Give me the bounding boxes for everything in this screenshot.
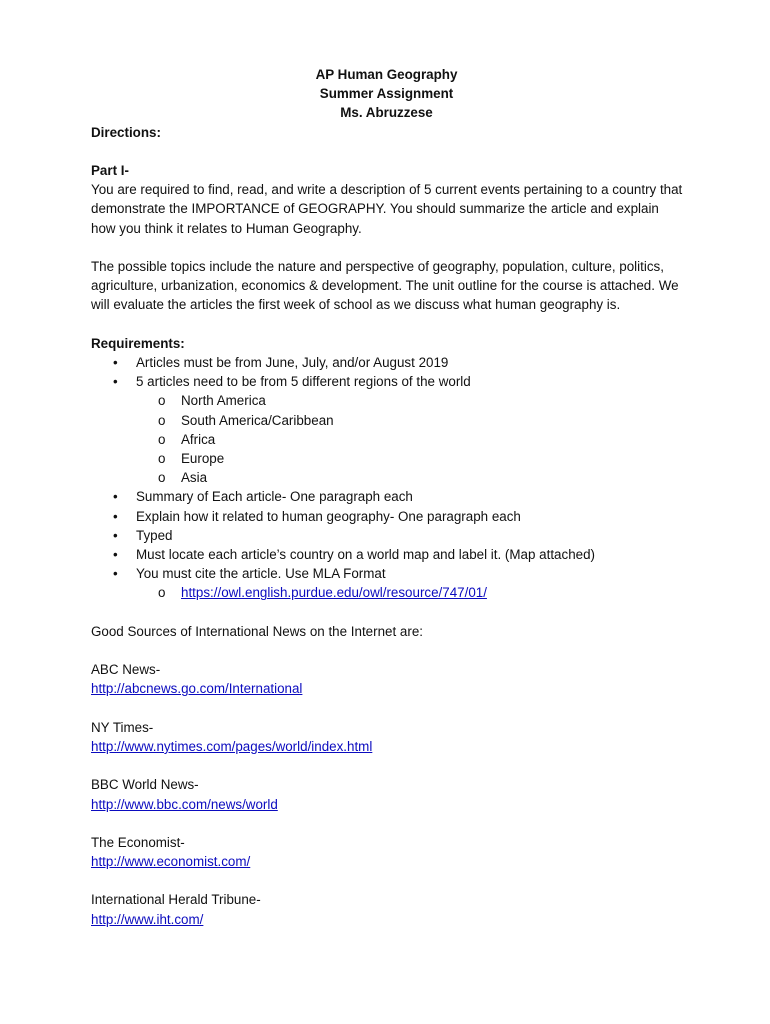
source-name: BBC World News- xyxy=(91,777,199,793)
source-entry-abc xyxy=(91,660,686,698)
directions-label: Directions: xyxy=(91,124,161,140)
requirement-item-text: 5 articles need to be from 5 different regions of the world xyxy=(136,374,471,390)
region-item: o Africa xyxy=(136,430,686,449)
regions-list xyxy=(136,391,686,487)
source-name: NY Times- xyxy=(91,719,154,735)
source-link[interactable]: http://www.bbc.com/news/world xyxy=(91,796,278,812)
source-entry-bbc xyxy=(91,775,686,813)
source-name: ABC News- xyxy=(91,662,161,678)
document-content xyxy=(91,65,686,929)
sources-intro: Good Sources of International News on the Internet are: xyxy=(91,623,423,639)
requirement-item: • Summary of Each article- One paragraph each xyxy=(91,487,686,506)
requirements-label: Requirements: xyxy=(91,335,185,351)
source-link[interactable]: http://abcnews.go.com/International xyxy=(91,681,303,697)
source-link[interactable]: http://www.economist.com/ xyxy=(91,854,251,870)
region-item: o Europe xyxy=(136,449,686,468)
mla-sublist xyxy=(136,583,686,602)
requirement-item-text: You must cite the article. Use MLA Format xyxy=(136,566,386,582)
part1-paragraph-1: You are required to find, read, and write a description of 5 current events pertaining to a country that demonstrate the IMPORTANCE of GEOGRAPHY. You should summarize the article and explain how you think it relates to Human Geography. xyxy=(91,182,683,236)
requirement-item: • Typed xyxy=(91,526,686,545)
source-entry-economist xyxy=(91,833,686,871)
requirement-item: • Explain how it related to human geography- One paragraph each xyxy=(91,507,686,526)
source-name: International Herald Tribune- xyxy=(91,892,261,908)
part1-label: Part I- xyxy=(91,162,129,178)
region-item: o North America xyxy=(136,391,686,410)
requirements-list xyxy=(91,353,686,603)
source-link[interactable]: http://www.nytimes.com/pages/world/index.html xyxy=(91,738,373,754)
mla-format-link[interactable]: https://owl.english.purdue.edu/owl/resource/747/01/ xyxy=(181,585,487,601)
region-item: o South America/Caribbean xyxy=(136,411,686,430)
requirement-item: • Must locate each article’s country on a world map and label it. (Map attached) xyxy=(91,545,686,564)
teacher-name: Ms. Abruzzese xyxy=(340,105,433,121)
source-link[interactable]: http://www.iht.com/ xyxy=(91,911,204,927)
region-item: o Asia xyxy=(136,468,686,487)
requirement-item: • Articles must be from June, July, and/or August 2019 xyxy=(91,353,686,372)
source-name: The Economist- xyxy=(91,834,185,850)
requirement-item xyxy=(91,564,686,602)
document-header xyxy=(87,65,686,123)
course-title: AP Human Geography xyxy=(315,67,458,82)
part1-paragraph-2: The possible topics include the nature and perspective of geography, population, culture, politics, agriculture, urbanization, economics & development. The unit outline for the course is attached. We will evaluate the articles the first week of school as we discuss what human geography is. xyxy=(91,258,679,313)
source-entry-iht xyxy=(91,890,686,928)
mla-item xyxy=(136,583,686,602)
source-entry-nytimes xyxy=(91,718,686,756)
assignment-title: Summer Assignment xyxy=(319,86,454,102)
requirement-item xyxy=(91,372,686,487)
